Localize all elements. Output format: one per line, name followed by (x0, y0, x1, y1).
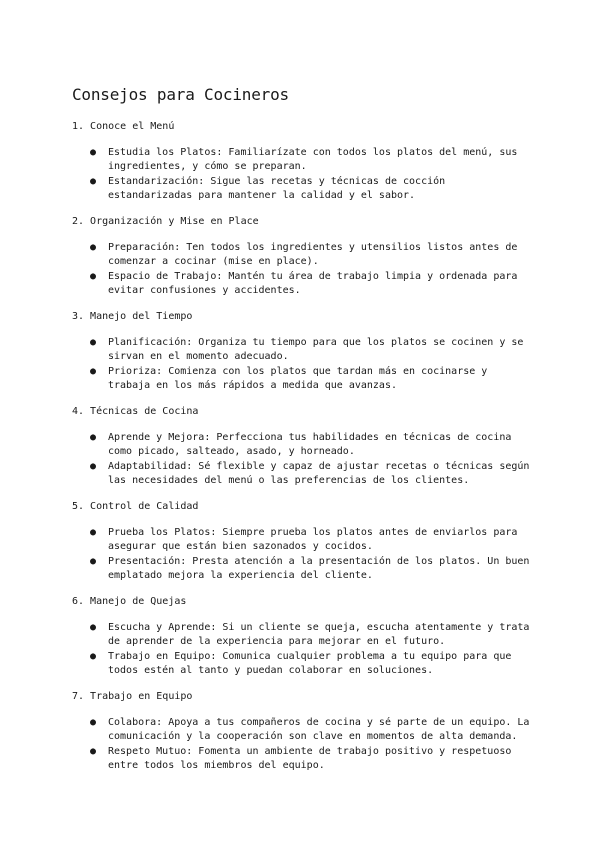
bullet-icon: ● (90, 366, 97, 377)
list-item (72, 241, 532, 269)
list-item (72, 460, 532, 488)
list-item (72, 270, 532, 298)
bullet-list (72, 621, 532, 678)
document-page (72, 84, 532, 785)
section-heading: 4. Técnicas de Cocina (72, 406, 199, 417)
list-item-text: Estandarización: Sigue las recetas y técnicas de cocción estandarizadas para mantener la calidad y el sabor. (108, 176, 446, 201)
section-heading: 1. Conoce el Menú (72, 121, 175, 132)
bullet-icon: ● (90, 461, 97, 472)
list-item-text: Trabajo en Equipo: Comunica cualquier problema a tu equipo para que todos estén al tanto y puedan colaborar en soluciones. (108, 651, 512, 676)
bullet-icon: ● (90, 271, 97, 282)
bullet-icon: ● (90, 432, 97, 443)
list-item (72, 365, 532, 393)
bullet-list (72, 526, 532, 583)
bullet-icon: ● (90, 556, 97, 567)
bullet-icon: ● (90, 176, 97, 187)
list-item (72, 146, 532, 174)
section-trabajo-en-equipo (72, 690, 532, 773)
bullet-icon: ● (90, 242, 97, 253)
list-item-text: Espacio de Trabajo: Mantén tu área de trabajo limpia y ordenada para evitar confusiones y accidentes. (108, 271, 518, 296)
section-heading: 3. Manejo del Tiempo (72, 311, 193, 322)
list-item (72, 650, 532, 678)
bullet-list (72, 241, 532, 298)
section-conoce-el-menu (72, 120, 532, 203)
list-item (72, 745, 532, 773)
list-item-text: Prioriza: Comienza con los platos que tardan más en cocinarse y trabaja en los más rápidos a medida que avanzas. (108, 366, 488, 391)
list-item (72, 336, 532, 364)
bullet-icon: ● (90, 622, 97, 633)
section-control-de-calidad (72, 500, 532, 583)
bullet-list (72, 716, 532, 773)
list-item-text: Escucha y Aprende: Si un cliente se queja, escucha atentamente y trata de aprender de la experiencia para mejorar en el futuro. (108, 622, 530, 647)
bullet-icon: ● (90, 651, 97, 662)
list-item-text: Estudia los Platos: Familiarízate con todos los platos del menú, sus ingredientes, y cómo se preparan. (108, 147, 518, 172)
list-item (72, 526, 532, 554)
bullet-list (72, 336, 532, 393)
section-heading: 2. Organización y Mise en Place (72, 216, 259, 227)
bullet-icon: ● (90, 527, 97, 538)
page-title: Consejos para Cocineros (72, 85, 289, 104)
list-item (72, 555, 532, 583)
section-manejo-del-tiempo (72, 310, 532, 393)
list-item-text: Planificación: Organiza tu tiempo para que los platos se cocinen y se sirvan en el momento adecuado. (108, 337, 524, 362)
bullet-icon: ● (90, 337, 97, 348)
list-item-text: Preparación: Ten todos los ingredientes y utensilios listos antes de comenzar a cocinar (mise en place). (108, 242, 518, 267)
bullet-list (72, 146, 532, 203)
list-item-text: Respeto Mutuo: Fomenta un ambiente de trabajo positivo y respetuoso entre todos los miembros del equipo. (108, 746, 512, 771)
bullet-icon: ● (90, 746, 97, 757)
list-item-text: Colabora: Apoya a tus compañeros de cocina y sé parte de un equipo. La comunicación y la cooperación son clave en momentos de alta demanda. (108, 717, 530, 742)
section-organizacion (72, 215, 532, 298)
bullet-icon: ● (90, 147, 97, 158)
section-heading: 7. Trabajo en Equipo (72, 691, 193, 702)
list-item-text: Prueba los Platos: Siempre prueba los platos antes de enviarlos para asegurar que están bien sazonados y cocidos. (108, 527, 518, 552)
list-item (72, 621, 532, 649)
section-heading: 5. Control de Calidad (72, 501, 199, 512)
list-item (72, 175, 532, 203)
section-tecnicas-de-cocina (72, 405, 532, 488)
list-item-text: Adaptabilidad: Sé flexible y capaz de ajustar recetas o técnicas según las necesidades del menú o las preferencias de los clientes. (108, 461, 530, 486)
section-manejo-de-quejas (72, 595, 532, 678)
list-item-text: Presentación: Presta atención a la presentación de los platos. Un buen emplatado mejora la experiencia del cliente. (108, 556, 530, 581)
list-item (72, 716, 532, 744)
bullet-icon: ● (90, 717, 97, 728)
list-item (72, 431, 532, 459)
bullet-list (72, 431, 532, 488)
section-heading: 6. Manejo de Quejas (72, 596, 187, 607)
list-item-text: Aprende y Mejora: Perfecciona tus habilidades en técnicas de cocina como picado, salteado, asado, y horneado. (108, 432, 512, 457)
